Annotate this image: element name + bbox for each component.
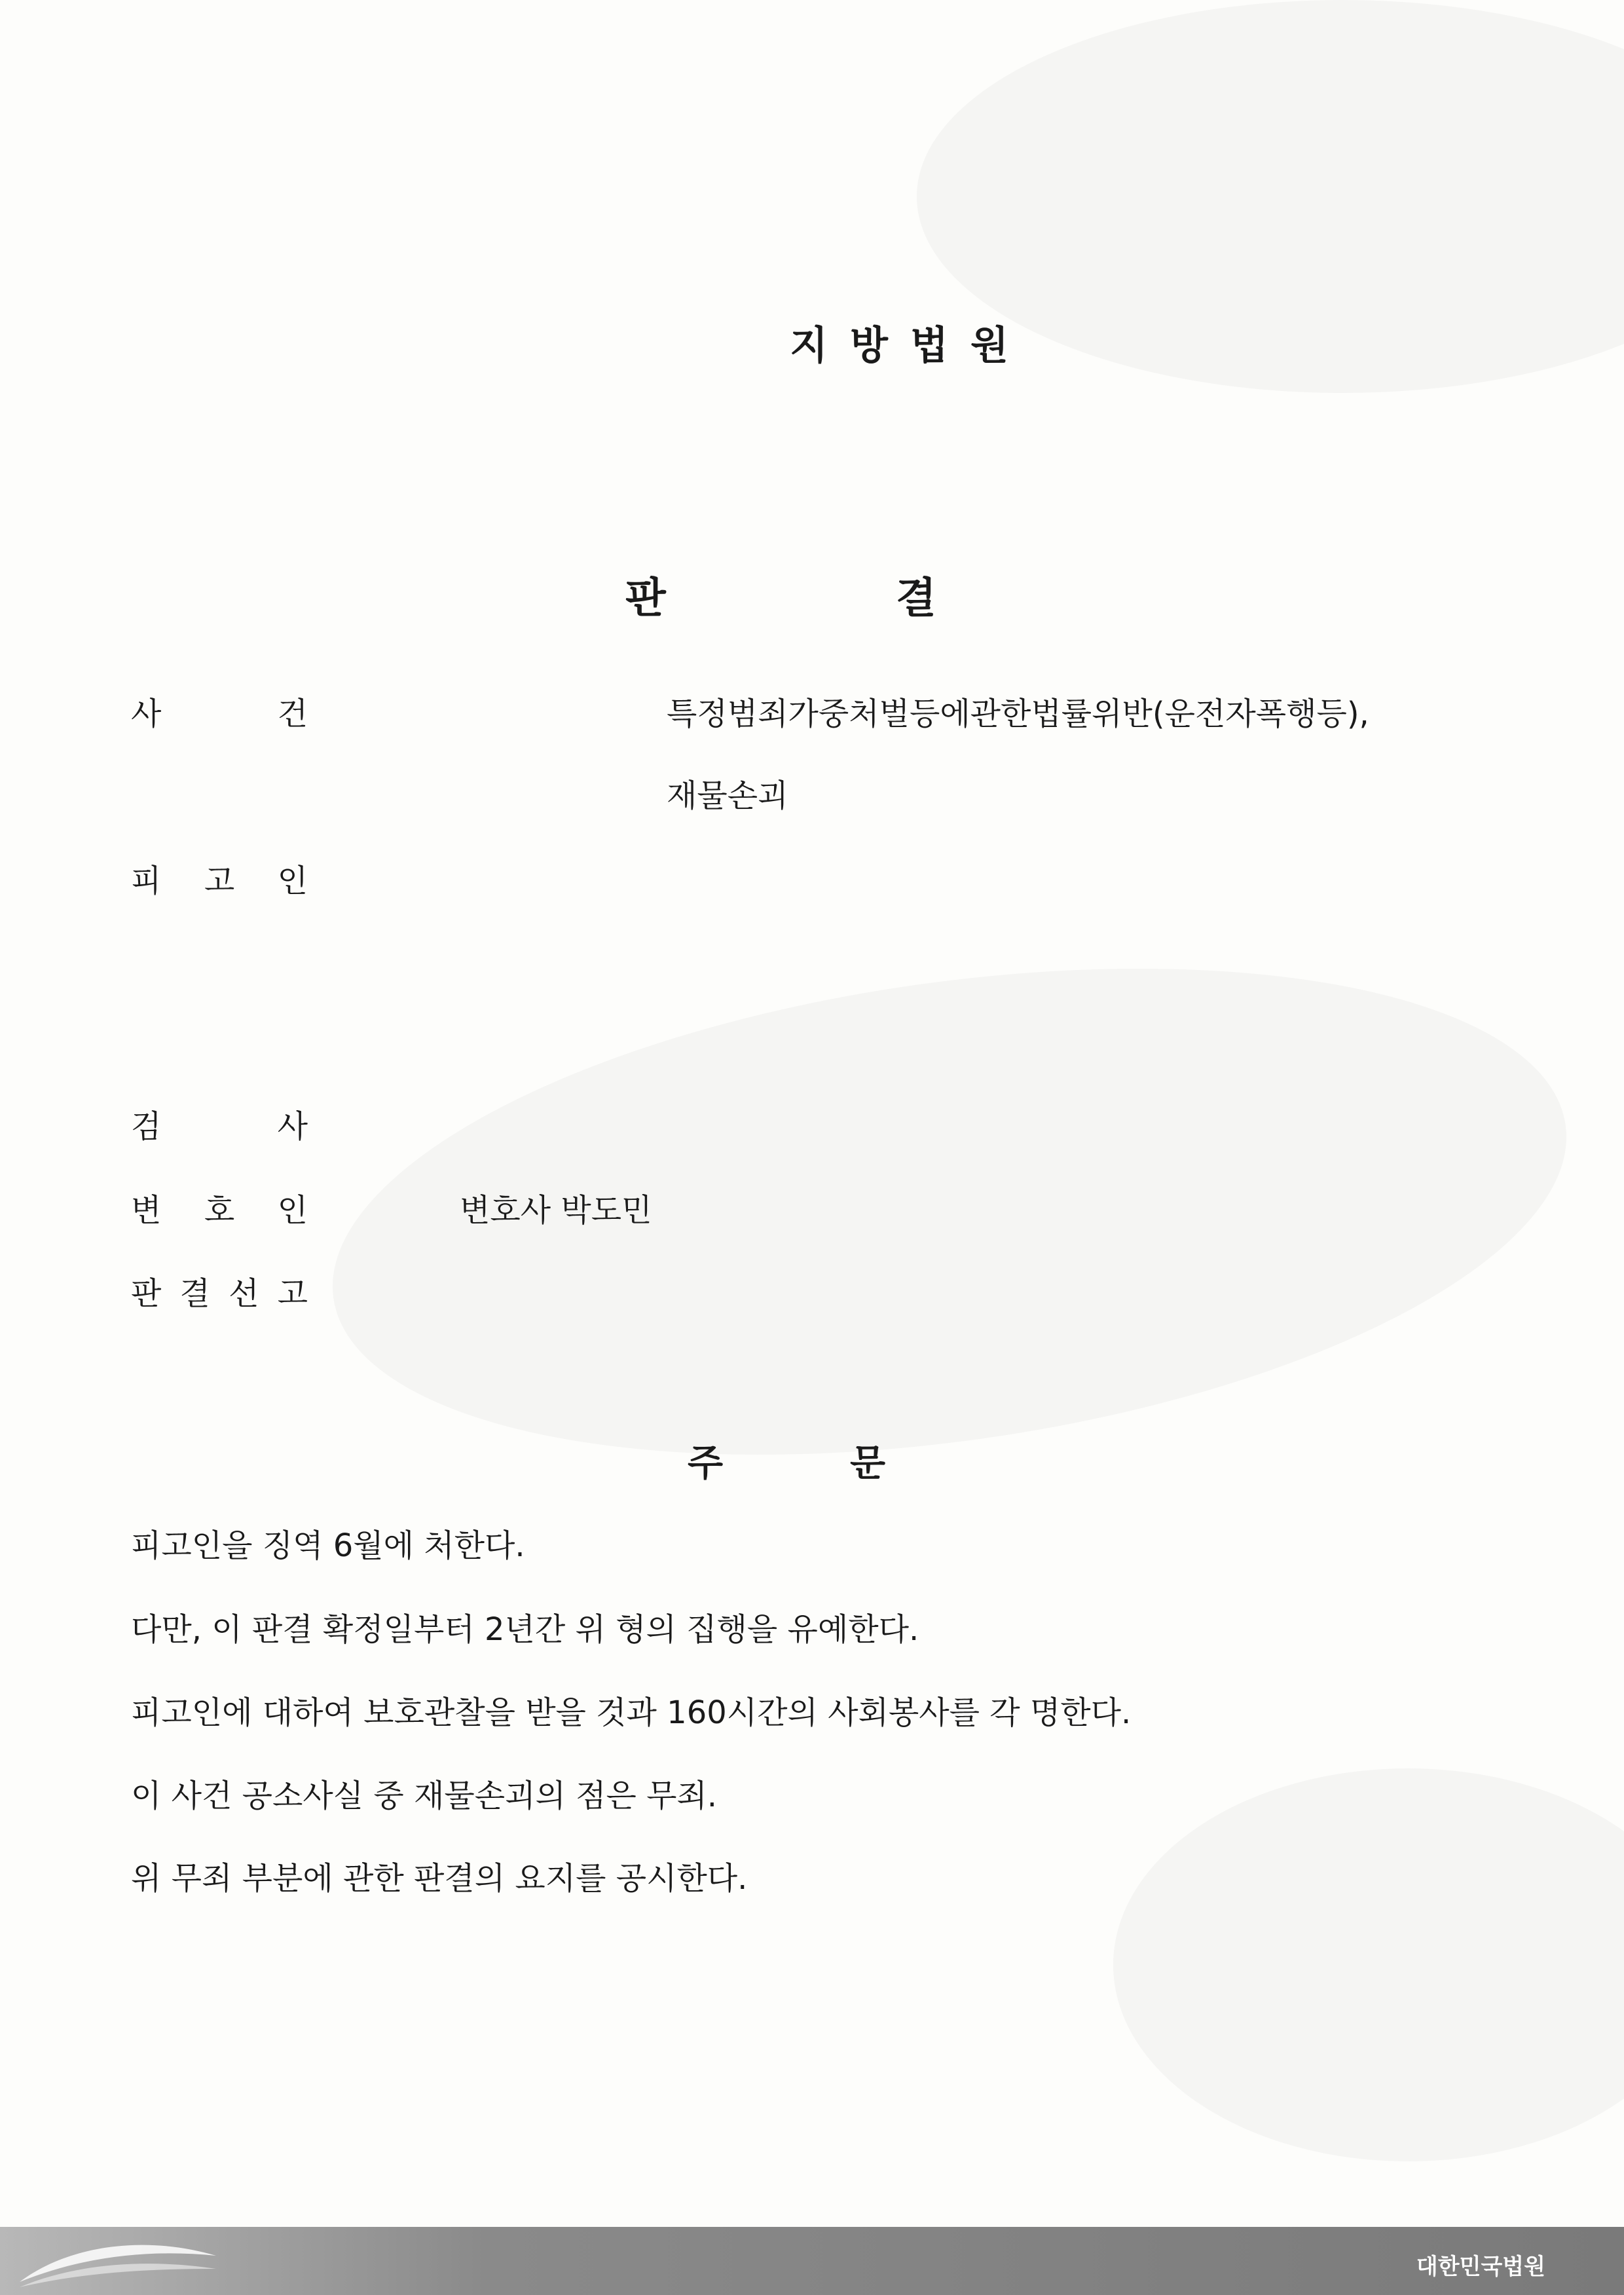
document-title-right: 결	[896, 574, 936, 623]
order-title-right: 문	[850, 1442, 886, 1485]
counsel-value: 변호사 박도민	[460, 1192, 652, 1229]
case-label: 사 건	[131, 696, 308, 732]
footer-court-text: 대한민국법원	[1416, 2254, 1545, 2280]
court-name: 지방법원	[790, 323, 1031, 369]
prosecutor-label: 검 사	[131, 1108, 308, 1145]
defendant-label: 피 고 인	[131, 863, 308, 899]
case-value-line2: 재물손괴	[667, 777, 788, 814]
order-title-left: 주	[688, 1442, 724, 1485]
order-line: 위 무죄 부분에 관한 판결의 요지를 공시한다.	[131, 1860, 748, 1897]
order-line: 다만, 이 판결 확정일부터 2년간 위 형의 집행을 유예한다.	[131, 1611, 919, 1648]
case-value-line1: 특정범죄가중처벌등에관한법률위반(운전자폭행등),	[667, 696, 1369, 732]
order-line: 피고인에 대하여 보호관찰을 받을 것과 160시간의 사회봉사를 각 명한다.	[131, 1694, 1132, 1731]
counsel-label: 변 호 인	[131, 1192, 308, 1229]
court-logo-swoosh-icon	[20, 2236, 216, 2288]
order-line: 이 사건 공소사실 중 재물손괴의 점은 무죄.	[131, 1778, 718, 1814]
verdict-date-label: 판 결 선 고	[131, 1275, 308, 1312]
order-line: 피고인을 징역 6월에 처한다.	[131, 1527, 525, 1564]
footer-bar	[0, 2227, 1624, 2295]
document-title-left: 판	[625, 574, 666, 623]
watermark-shape	[1113, 1768, 1624, 2161]
